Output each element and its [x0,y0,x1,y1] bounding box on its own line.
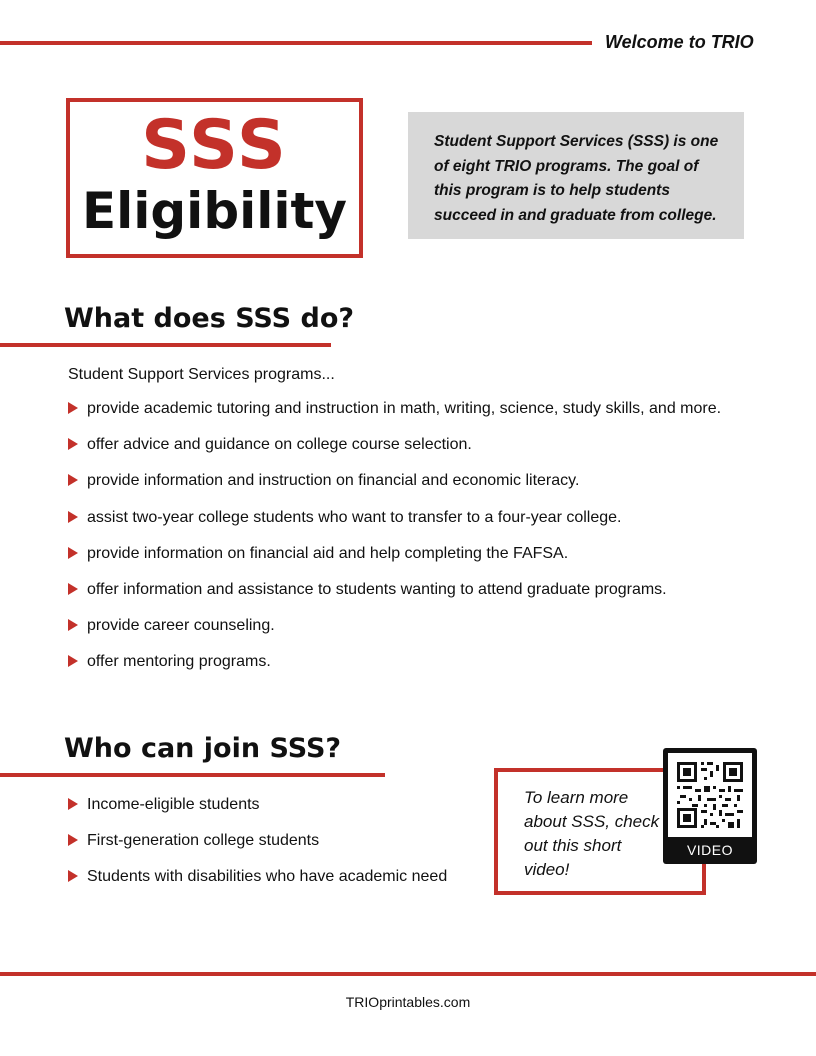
section-lead: Student Support Services programs... [68,366,335,383]
list-item: offer advice and guidance on college course selection. [68,434,721,470]
bullet-triangle-icon [68,655,78,667]
section-rule-what [0,343,331,347]
footer-site: TRIOprintables.com [345,994,471,1010]
list-item: provide information on financial aid and help completing the FAFSA. [68,543,721,579]
list-item: provide academic tutoring and instruction in math, writing, science, study skills, and more. [68,398,721,434]
list-item: Students with disabilities who have academic need [68,866,447,902]
bullet-triangle-icon [68,438,78,450]
list-item: First-generation college students [68,830,447,866]
section-heading-what: What does SSS do? [64,303,355,334]
list-item: provide career counseling. [68,615,721,651]
section-heading-who: Who can join SSS? [64,733,342,764]
qr-code-icon [668,753,752,837]
services-list [68,398,721,688]
title-line-2: Eligibility [81,182,348,240]
bullet-triangle-icon [68,474,78,486]
section-rule-who [0,773,385,777]
title-box [66,98,363,258]
bullet-triangle-icon [68,511,78,523]
eligibility-list [68,794,447,902]
video-label: VIDEO [686,842,734,858]
video-qr-code[interactable] [663,748,757,864]
list-item: Income-eligible students [68,794,447,830]
intro-text: Student Support Services (SSS) is one of eight TRIO programs. The goal of this program is to help students succeed in and graduate from college. [434,133,719,224]
bullet-triangle-icon [68,834,78,846]
header-tagline: Welcome to TRIO [605,32,754,52]
list-item: offer information and assistance to students wanting to attend graduate programs. [68,579,721,615]
intro-panel [408,112,744,239]
bullet-triangle-icon [68,402,78,414]
bullet-triangle-icon [68,547,78,559]
video-callout-text: To learn more about SSS, check out this short video! [524,788,660,879]
qr-pattern [668,753,752,837]
bullet-triangle-icon [68,870,78,882]
footer-rule [0,972,816,976]
bullet-triangle-icon [68,583,78,595]
bullet-triangle-icon [68,798,78,810]
list-item: offer mentoring programs. [68,651,721,687]
header-rule [0,41,592,45]
title-line-1: SSS [141,106,288,185]
bullet-triangle-icon [68,619,78,631]
list-item: provide information and instruction on financial and economic literacy. [68,470,721,506]
list-item: assist two-year college students who want to transfer to a four-year college. [68,507,721,543]
